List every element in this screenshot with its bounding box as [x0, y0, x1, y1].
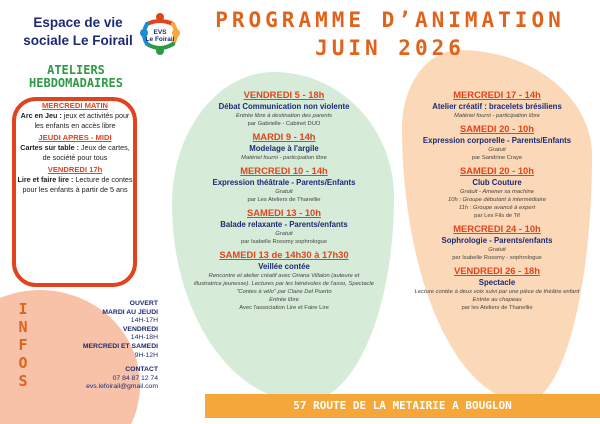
event-title: Modelage à l'argile: [249, 144, 319, 153]
workshop-details: Jeux de cartes, de société pour tous: [42, 143, 130, 162]
event-detail: par Les Ateliers de Thanellie: [247, 197, 321, 203]
weekly-workshops-title-line-1: ATELIERS: [47, 63, 105, 77]
event-detail: par Isabelle Rossmy - sophrologue: [452, 255, 542, 261]
friday-hours: 14H-18H: [130, 334, 158, 342]
event-item: [192, 207, 376, 246]
event-detail: Gratuit: [488, 247, 506, 253]
event-item: [192, 89, 376, 128]
workshop-name: Cartes sur table :: [20, 143, 79, 152]
workshop-name: Lire et faire lire :: [17, 175, 74, 184]
tuesday-thursday-label: MARDI AU JEUDI: [102, 308, 158, 316]
contact-email[interactable]: evs.lefoirail@gmail.com: [86, 383, 158, 391]
logo-text-line-2: Le Foirail: [145, 36, 175, 43]
event-title: Club Couture: [472, 178, 522, 187]
event-item: [402, 223, 592, 262]
workshop-item: [16, 101, 134, 131]
event-date: MERCREDI 10 - 14h: [240, 165, 328, 176]
event-detail: Gratuit: [275, 231, 293, 237]
event-title: Sophrologie - Parents/enfants: [441, 236, 553, 245]
infos-letter: S: [18, 372, 28, 390]
workshop-day: JEUDI APRES - MIDI: [38, 133, 112, 142]
event-date: VENDREDI 26 - 18h: [454, 265, 540, 276]
friday-label: VENDREDI: [122, 325, 158, 333]
contact-label: CONTACT: [125, 366, 158, 374]
program-title: PROGRAMME D’ANIMATION: [215, 8, 565, 32]
event-detail: Entrée libre à destination des parents: [235, 113, 333, 119]
event-title: Spectacle: [478, 278, 516, 287]
event-detail: Entrée libre: [269, 297, 299, 303]
event-date: MERCREDI 24 - 10h: [453, 223, 541, 234]
workshop-description: [16, 175, 134, 195]
workshop-day: VENDREDI 17h: [47, 165, 103, 174]
brand-line-2: sociale Le Foirail: [23, 33, 133, 48]
event-detail: par Gabrielle - Cabinet DUO: [247, 121, 321, 127]
event-title: Atelier créatif : bracelets brésiliens: [432, 102, 562, 111]
workshop-details: jeux et activités pour les enfants en accès libre: [34, 111, 130, 130]
event-detail: Avec l'association Lire et Faire Lire: [239, 305, 329, 311]
event-date: SAMEDI 20 - 10h: [460, 165, 534, 176]
events-column-early-june: [192, 89, 376, 315]
event-title: Expression corporelle - Parents/Enfants: [422, 136, 572, 145]
event-detail: illustratrice jeunesse). Lectures par les bénévoles de l'asso, Spectacle: [194, 281, 374, 287]
event-title: Expression théâtrale - Parents/Enfants: [212, 178, 356, 187]
event-date: MARDI 9 - 14h: [252, 131, 316, 142]
workshop-item: [16, 165, 134, 195]
infos-letter: N: [18, 318, 28, 336]
workshop-day: MERCREDI MATIN: [41, 101, 109, 110]
workshop-description: [16, 111, 134, 131]
address-text: 57 ROUTE DE LA METAIRIE A BOUGLON: [293, 399, 512, 412]
event-detail: "Contes à vélo" par Claire Del Puerto: [236, 289, 332, 295]
contact-phone[interactable]: 07 84 87 12 74: [112, 374, 158, 382]
event-date: MERCREDI 17 - 14h: [453, 89, 541, 100]
workshop-name: Arc en Jeu :: [20, 111, 62, 120]
event-detail: par les Ateliers de Thanellie: [461, 305, 533, 311]
workshop-item: [16, 133, 134, 163]
logo-text: [139, 29, 181, 43]
event-detail: par Isabelle Rossmy sophrologue: [240, 239, 328, 245]
infos-title: [10, 300, 36, 390]
events-column-late-june: [402, 89, 592, 315]
brand-name: [18, 14, 138, 50]
event-item: [192, 131, 376, 162]
event-detail: par Les Fils de Tif: [474, 213, 520, 219]
event-detail: 11h : Groupe avancé à expert: [458, 205, 536, 211]
infos-letter: F: [18, 336, 28, 354]
event-detail: Lecture contée à deux voix suivi par une pièce de théâtre enfant: [414, 289, 580, 295]
event-item: [192, 249, 376, 312]
event-item: [192, 165, 376, 204]
event-item: [402, 265, 592, 312]
event-date: VENDREDI 5 - 18h: [243, 89, 325, 100]
opening-hours-contact: [40, 300, 158, 392]
event-detail: Matériel fourni - participation libre: [241, 155, 327, 161]
event-detail: Gratuit: [275, 189, 293, 195]
workshop-description: [16, 143, 134, 163]
program-month: JUIN 2026: [315, 36, 465, 60]
event-item: [402, 165, 592, 220]
event-title: Débat Communication non violente: [218, 102, 350, 111]
event-item: [402, 123, 592, 162]
event-date: SAMEDI 13 - 10h: [247, 207, 321, 218]
event-title: Balade relaxante - Parents/enfants: [220, 220, 348, 229]
weekly-workshops-title-line-2: HEBDOMADAIRES: [29, 76, 123, 90]
tuesday-thursday-hours: 14H-17H: [130, 317, 158, 325]
workshop-details: Lecture de contes pour les enfants à partir de 5 ans: [22, 175, 133, 194]
infos-letter: I: [18, 300, 28, 318]
wednesday-saturday-label: MERCREDI ET SAMEDI: [82, 342, 158, 350]
event-title: Veillée contée: [258, 262, 310, 271]
opening-label: OUVERT: [129, 300, 158, 307]
event-detail: par Sandrine Craye: [471, 155, 523, 161]
event-detail: Matériel fourni - participation libre: [454, 113, 540, 119]
weekly-workshops-title: [16, 64, 136, 90]
brand-line-1: Espace de vie: [33, 15, 123, 30]
event-detail: Rencontre et atelier créatif avec Oriana Villalon (auteure et: [208, 273, 360, 279]
wednesday-saturday-hours: 9H-12H: [134, 351, 158, 359]
infos-letter: O: [18, 354, 28, 372]
event-detail: 10h : Groupe débutant à intermédiaire: [448, 197, 546, 203]
weekly-workshops-list: [16, 101, 134, 197]
logo-text-line-1: EVS: [153, 29, 167, 36]
address-banner: [205, 394, 600, 418]
event-detail: Gratuit - Amener sa machine: [460, 189, 534, 195]
event-detail: Gratuit: [488, 147, 506, 153]
event-date: SAMEDI 13 de 14h30 à 17h30: [219, 249, 349, 260]
event-detail: Entrée au chapeau: [472, 297, 522, 303]
event-item: [402, 89, 592, 120]
evs-logo: [139, 12, 181, 56]
event-date: SAMEDI 20 - 10h: [460, 123, 534, 134]
